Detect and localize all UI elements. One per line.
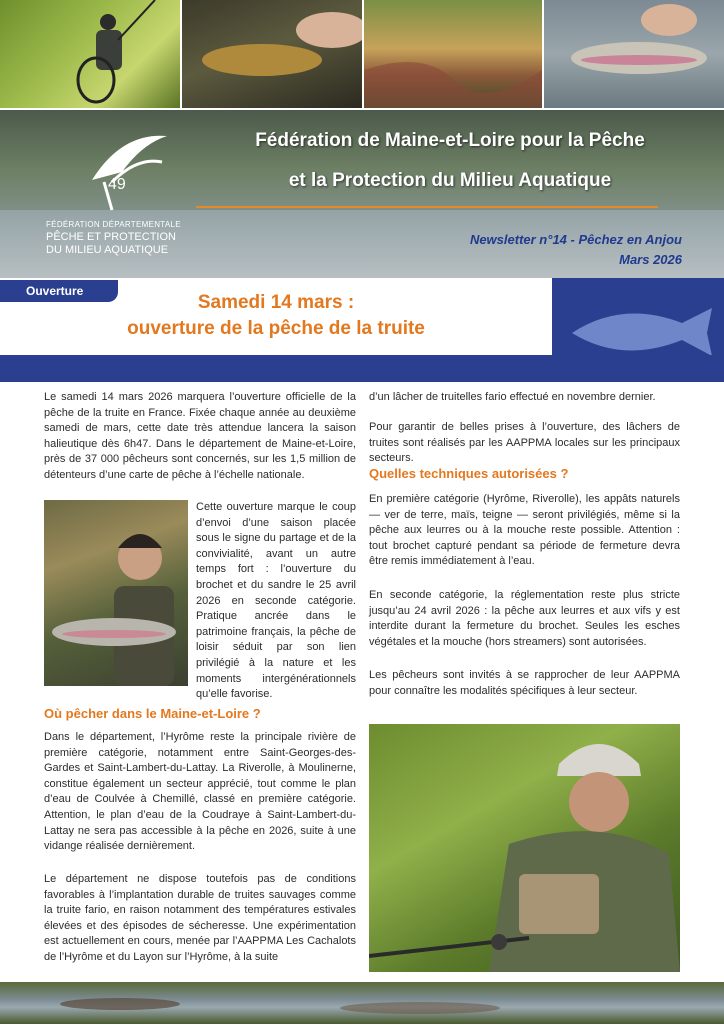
logo-text-line3: DU MILIEU AQUATIQUE <box>46 244 169 256</box>
federation-title-line1: Fédération de Maine-et-Loire pour la Pêche <box>255 130 645 151</box>
wrap-paragraph: Cette ouverture marque le coup d’envoi d’une saison placée sous le signe du partage et de la convivialité, avant un autre temps fort : l’ouverture du brochet et du sandre le 25 avril 2026 en seconde catégorie. Pratique ancrée dans le patrimoine français, la pêche de loisir séduit par son lien privilégié à la nature et les moments intergénérationnels qu’elle favorise. <box>196 501 356 701</box>
section-tab-label: Ouverture <box>26 284 84 298</box>
federation-logo-fish-icon <box>82 122 172 212</box>
intro-paragraph: Le samedi 14 mars 2026 marquera l’ouverture officielle de la pêche de la truite en France. Fixée chaque année au deuxième samedi de mars, cette date très attendue lancera la saison halieutique dès 6h47. Dans le département de Maine-et-Loire, près de 37 000 pêcheurs sont concernés, sur les 1,5 million de détenteurs d’une carte de pêche à l’échelle nationale. <box>44 391 356 481</box>
headline-line2: ouverture de la pêche de la truite <box>127 318 425 339</box>
where-paragraph-1: Dans le département, l’Hyrôme reste la principale rivière de première catégorie, notamment entre Saint-Georges-des-Gardes et Saint-Lambert-du-Lattay. La Riverolle, à Moulinerne, constitue également un secteur apprécié, tout comme le plan d’eau de Coulvée à Chemillé, classé en première catégorie. Attention, le plan d’eau de la Coudraye à Saint-Lambert-du-Lattay ne sera pas accessible à la pêche en 2026, suite à une vidange réalisée dernièrement. <box>44 731 356 853</box>
photo-rainbow-trout <box>544 0 724 108</box>
photo-angler-with-trout <box>44 500 188 686</box>
header-banner <box>0 110 724 278</box>
section-underline-bar <box>0 355 724 382</box>
federation-title-line2: et la Protection du Milieu Aquatique <box>288 170 612 191</box>
techniques-paragraph-2: En seconde catégorie, la réglementation reste plus stricte jusqu’au 24 avril 2026 : la pêche aux leurres et aux vifs y est interdite durant la fermeture du brochet. Seules les esches végétales et la mouche (hors streamers) sont autorisées. <box>369 589 680 648</box>
newsletter-issue: Newsletter n°14 - Pêchez en Anjou <box>469 232 682 247</box>
logo-text-line1: FÉDÉRATION DÉPARTEMENTALE <box>46 220 181 229</box>
techniques-heading: Quelles techniques autorisées ? <box>369 466 569 481</box>
footer-river-photo <box>0 982 724 1024</box>
newsletter-date: Mars 2026 <box>619 252 682 267</box>
right-paragraph-2: Pour garantir de belles prises à l’ouverture, des lâchers de truites sont réalisés par les AAPPMA locales sur les principaux secteurs. <box>369 421 680 465</box>
photo-fly-fisher <box>0 0 180 108</box>
where-paragraph-2: Le département ne dispose toutefois pas de conditions favorables à l’implantation durable de truites sauvages comme la truite fario, en raison notamment des températures estivales élevées et des épisodes de sécheresse. Une expérimentation est actuellement en cours, menée par l’AAPPMA Les Cachalots de l’Hyrôme et du Layon sur l’Hyrôme, à la suite <box>44 873 356 963</box>
photo-river <box>364 0 542 108</box>
techniques-paragraph-1: En première catégorie (Hyrôme, Riverolle), les appâts naturels — ver de terre, maïs, teigne — seront privilégiés, même si la pêche aux leurres ou à la mouche reste possible. Attention : tout brochet capturé pendant sa période de fermeture devra être remis immédiatement à l’eau. <box>369 493 680 568</box>
where-heading: Où pêcher dans le Maine-et-Loire ? <box>44 706 261 721</box>
logo-text-line2: PÊCHE ET PROTECTION <box>46 231 176 243</box>
photo-angler-with-rod <box>369 724 680 972</box>
headline-line1: Samedi 14 mars : <box>197 292 355 313</box>
banner-divider <box>196 206 658 208</box>
techniques-paragraph-3: Les pêcheurs sont invités à se rapprocher de leur AAPPMA pour connaître les modalités spécifiques à leur secteur. <box>369 669 680 697</box>
logo-number: 49 <box>108 176 126 193</box>
photo-brown-trout <box>182 0 362 108</box>
right-paragraph-1: d’un lâcher de truitelles fario effectué en novembre dernier. <box>369 391 656 403</box>
